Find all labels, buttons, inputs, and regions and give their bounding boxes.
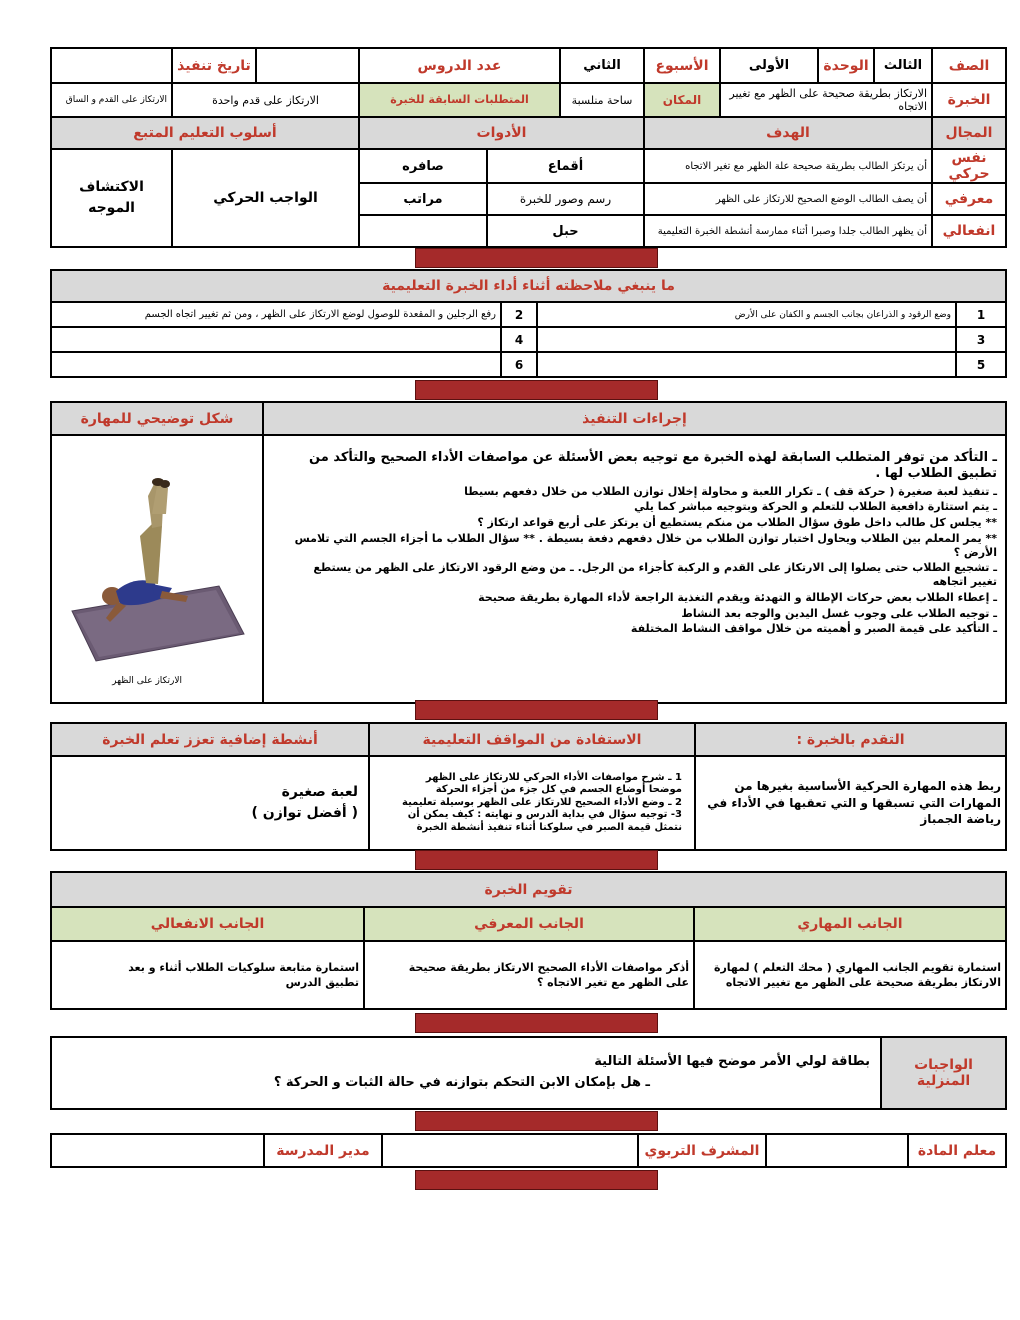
unit-label: الوحدة [818, 48, 874, 83]
cognitive-evaluation-text: أذكر مواصفات الأداء الصحيح الارتكاز بطريقة صحيحة على الظهر مع تغير الاتجاه ؟ [364, 941, 694, 1009]
date-label: تاريخ تنفيذ [172, 48, 256, 83]
prereq-value-1: الارتكاز على قدم واحدة [172, 83, 359, 117]
domain-psychomotor: نفس حركي [932, 149, 1006, 183]
observation-title: ما ينبغي ملاحظته أثناء أداء الخبرة التعليمية [51, 270, 1006, 302]
procedures-table [50, 401, 1007, 704]
header-table [50, 47, 1007, 248]
style-col-header: أسلوب التعليم المتبع [51, 117, 359, 149]
observation-text [51, 352, 501, 377]
homework-line: بطاقة لولي الأمر موضح فيها الأسئلة التالية [594, 1054, 870, 1070]
tool-1-row-2: رسم وصور للخبرة [487, 183, 644, 215]
unit-value: الأولى [720, 48, 818, 83]
lessons-value[interactable] [256, 48, 359, 83]
observation-text: رفع الرجلين و المقعدة للوصول لوضع الارتكاز على الظهر ، ومن ثم تغيير اتجاه الجسم [51, 302, 501, 327]
homework-question: ـ هل بإمكان الابن التحكم بتوازنه في حالة الثبات و الحركة ؟ [273, 1075, 650, 1090]
week-label: الأسبوع [644, 48, 720, 83]
divider-bar-1 [415, 248, 658, 268]
observation-table [50, 269, 1007, 378]
domain-cognitive: معرفي [932, 183, 1006, 215]
divider-bar-6 [415, 1111, 658, 1131]
procedures-body [263, 435, 1006, 703]
goal-psychomotor: أن يرتكز الطالب بطريقة صحيحة علة الظهر مع تغير الاتجاه [644, 149, 932, 183]
skill-aspect-header: الجانب المهاري [694, 907, 1006, 941]
cognitive-aspect-header: الجانب المعرفي [364, 907, 694, 941]
class-label: الصف [932, 48, 1006, 83]
affective-aspect-header: الجانب الانفعالي [51, 907, 364, 941]
tool-2-row-3 [359, 215, 487, 247]
observation-number: 6 [501, 352, 537, 377]
figure-caption: الارتكاز على الظهر [112, 676, 182, 686]
principal-label: مدير المدرسة [264, 1134, 382, 1167]
procedures-title: إجراءات التنفيذ [263, 402, 1006, 435]
activity-game-name: ( أفضل توازن ) [251, 805, 358, 821]
benefit-header: الاستفادة من المواقف التعليمية [369, 723, 695, 756]
observation-text: وضع الرقود و الذراعان بجانب الجسم و الكفان على الأرض [537, 302, 956, 327]
progress-table [50, 722, 1007, 851]
progress-header: التقدم بالخبرة : [695, 723, 1006, 756]
observation-text [537, 352, 956, 377]
supervisor-label: المشرف التربوي [638, 1134, 766, 1167]
principal-signature[interactable] [51, 1134, 264, 1167]
observation-number: 2 [501, 302, 537, 327]
benefit-line: 2 ـ وضع الأداء الصحيح للارتكاز على الظهر بوسيلة تعليمية [402, 796, 682, 808]
tools-col-header: الأدوات [359, 117, 644, 149]
divider-bar-3 [415, 700, 658, 720]
homework-body [51, 1037, 881, 1109]
observation-text [537, 327, 956, 352]
procedure-line: ـ إعطاء الطلاب بعض حركات الإطالة و التهدئة ويقدم التغذية الراجعة لأداء المهارة بطريقة صحيحة [478, 590, 997, 604]
figure-cell [51, 435, 263, 703]
goal-cognitive: أن يصف الطالب الوضع الصحيح للارتكاز على الظهر [644, 183, 932, 215]
evaluation-table [50, 871, 1007, 1010]
benefit-line: 1 ـ شرح مواصفات الأداء الحركي للارتكاز على الظهر موضحا أوضاع الجسم في كل جزء من أجزاء الحركة [425, 771, 682, 796]
observation-text [51, 327, 501, 352]
style-motor-task: الواجب الحركي [172, 149, 359, 247]
progress-text: ربط هذه المهارة الحركية الأساسية بغيرها من المهارات التي تسبقها و التي تعقبها في الأداء في رياضة الجمباز [695, 756, 1006, 850]
skill-evaluation-text: استمارة تقويم الجانب المهاري ( محك التعلم ) لمهارة الارتكاز بطريقة صحيحة على الظهر مع تغيير الاتجاه [694, 941, 1006, 1009]
figure-title: شكل توضيحي للمهارة [51, 402, 263, 435]
tool-2-row-2: مراتب [359, 183, 487, 215]
prereq-label: المتطلبات السابقة للخبرة [359, 83, 560, 117]
supervisor-signature[interactable] [382, 1134, 638, 1167]
tool-2-row-1: صافره [359, 149, 487, 183]
homework-table [50, 1036, 1007, 1110]
place-label: المكان [644, 83, 720, 117]
goal-affective: أن يظهر الطالب جلدا وصبرا أثناء ممارسة أنشطة الخبرة التعليمية [644, 215, 932, 247]
divider-bar-4 [415, 850, 658, 870]
place-value: ساحة منلسبة [560, 83, 644, 117]
class-value: الثالث [874, 48, 932, 83]
tool-1-row-1: أقماع [487, 149, 644, 183]
affective-evaluation-text: استمارة متابعة سلوكيات الطلاب أثناء و بعد تطبيق الدرس [51, 941, 364, 1009]
evaluation-title: تقويم الخبرة [51, 872, 1006, 907]
benefit-line: 3- توجيه سؤال في بداية الدرس و نهايته : كيف يمكن أن نتمثل قيمة الصبر في سلوكنا أثناء تنفيذ أنشطة الخبرة [407, 809, 682, 833]
style-guided-discovery: الاكتشاف الموجه [51, 149, 172, 247]
procedure-line: ** يجلس كل طالب داخل طوق سؤال الطلاب من منكم يستطيع أن يرتكز على أربع قواعد ارتكاز ؟ [477, 516, 997, 529]
observation-number: 5 [956, 352, 1006, 377]
procedure-line: ـ تشجيع الطلاب حتى يصلوا إلى الارتكاز على القدم و الركبة كأجزاء من الرجل. ـ من وضع الرقود الارتكاز على الظهر من يستطع تغيير اتجاهه [313, 561, 997, 588]
procedure-line: ـ توجيه الطلاب على وجوب غسل اليدين والوجه بعد النشاط [681, 606, 997, 620]
homework-label: الواجبات المنزلية [881, 1037, 1006, 1109]
skill-illustration [54, 436, 262, 698]
domain-affective: انفعالي [932, 215, 1006, 247]
lessons-label: عدد الدروس [359, 48, 560, 83]
signatures-table [50, 1133, 1007, 1168]
experience-value: الارتكاز بطريقة صحيحة على الظهر مع تغيير الاتجاه [720, 83, 932, 117]
procedure-line: ** يمر المعلم بين الطلاب ويحاول اختبار توازن الطلاب من خلال دفعهم دفعة بسيطة . ** سؤال الطلاب ما أجزاء الجسم التي تلامس الأرض ؟ [294, 531, 997, 559]
week-value: الثاني [560, 48, 644, 83]
procedure-line: ـ التأكيد على قيمة الصبر و أهميته من خلال مواقف النشاط المختلفة [630, 622, 997, 636]
divider-bar-5 [415, 1013, 658, 1033]
observation-number: 3 [956, 327, 1006, 352]
observation-number: 4 [501, 327, 537, 352]
activities-header: أنشطة إضافية تعزز تعلم الخبرة [51, 723, 369, 756]
divider-bar-7 [415, 1170, 658, 1190]
procedure-line: ـ التأكد من توفر المتطلب السابقة لهذه الخبرة مع توجيه بعض الأسئلة عن مواصفات الأداء الصحيح والتأكد من تطبيق الطلاب لها . [309, 450, 997, 482]
activities-body [51, 756, 369, 850]
procedure-line: ـ يتم استثارة دافعية الطلاب للتعلم و الحركة وبتوجيه مباشر كما يلي [634, 500, 997, 514]
domain-col-header: المجال [932, 117, 1006, 149]
benefit-body [369, 756, 695, 850]
date-value[interactable] [51, 48, 172, 83]
observation-number: 1 [956, 302, 1006, 327]
goal-col-header: الهدف [644, 117, 932, 149]
experience-label: الخبرة [932, 83, 1006, 117]
tool-1-row-3: حبل [487, 215, 644, 247]
divider-bar-2 [415, 380, 658, 400]
activity-game: لعبة صغيرة [281, 784, 358, 800]
prereq-value-2: الارتكاز على القدم و الساق [51, 83, 172, 117]
procedure-line: ـ تنفيذ لعبة صغيرة ( حركة قف ) ـ تكرار اللعبة و محاولة إخلال توازن الطلاب من خلال دفعهم بسيطا [464, 484, 997, 498]
teacher-signature[interactable] [766, 1134, 908, 1167]
teacher-label: معلم المادة [908, 1134, 1006, 1167]
